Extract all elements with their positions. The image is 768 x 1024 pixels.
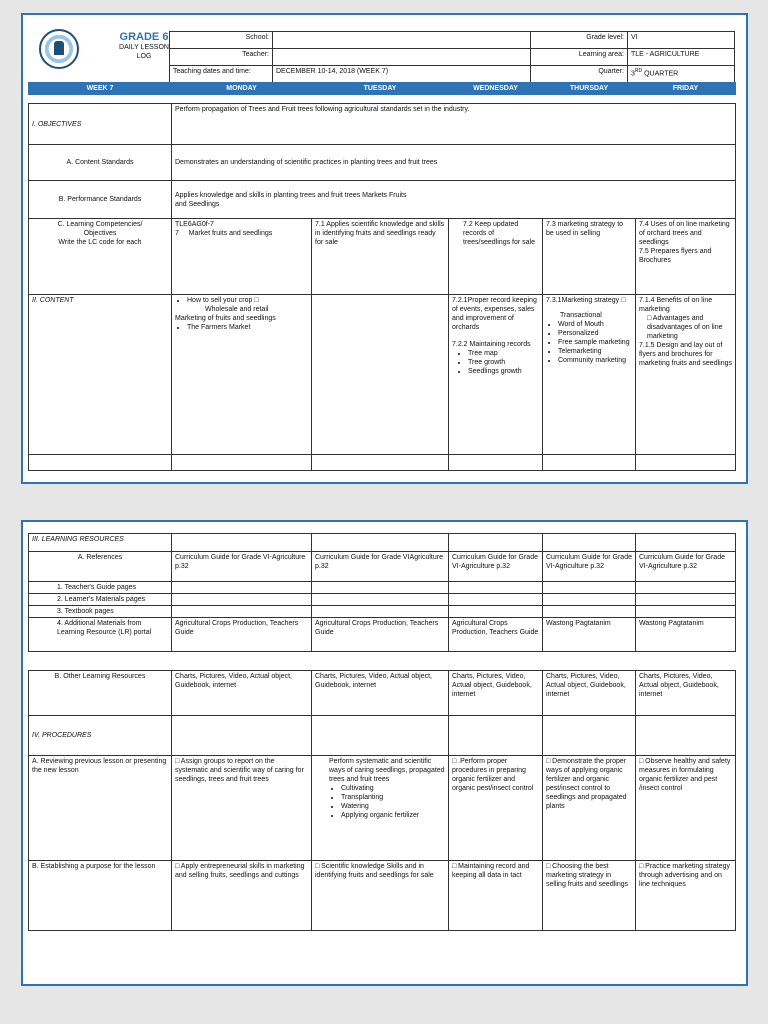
review-label: A. Reviewing previous lesson or presenting the new lesson [29, 756, 172, 861]
day-week: WEEK 7 [29, 83, 172, 95]
additional-label: 4. Additional Materials from Learning Resource (LR) portal [29, 618, 172, 652]
day-tuesday: TUESDAY [312, 83, 449, 95]
add-friday: Wastong Pagtatanim [636, 618, 736, 652]
ref-thursday: Curriculum Guide for Grade VI-Agriculture p.32 [543, 552, 636, 582]
review-tuesday: Perform systematic and scientific ways of caring seedlings, propagated trees and fruit trees • Cultivating • Transplanting • Watering • Applying organic fertilizer [312, 756, 449, 861]
lc-thursday: 7.3 marketing strategy to be used in selling [543, 219, 636, 295]
empty-cell [29, 455, 172, 471]
resources-table [28, 533, 736, 652]
day-monday: MONDAY [172, 83, 312, 95]
purpose-thursday: □ Choosing the best marketing strategy in selling fruits and seedlings [543, 861, 636, 931]
ref-friday: Curriculum Guide for Grade VI-Agriculture p.32 [636, 552, 736, 582]
content-label: II. CONTENT [29, 295, 172, 455]
content-monday: • How to sell your crop □ Wholesale and retail Marketing of fruits and seedlings • The Farmers Market [172, 295, 312, 455]
content-thursday: 7.3.1Marketing strategy □ Transactional • Word of Mouth • Personalized • Free sample marketing • Telemarketing • Community marketing [543, 295, 636, 455]
dll-line-2: LOG [136, 53, 152, 60]
learning-area-value: TLE - AGRICULTURE [628, 49, 735, 66]
grade-title: GRADE 6 [119, 31, 169, 43]
content-tuesday [312, 295, 449, 455]
content-standards-label: A. Content Standards [29, 145, 172, 181]
review-thursday: □ Demonstrate the proper ways of applying organic fertilizer and organic pest/insect control to seedlings and propagated plants [543, 756, 636, 861]
ref-tuesday: Curriculum Guide for Grade VIAgriculture p.32 [312, 552, 449, 582]
header-table [169, 31, 735, 83]
day-header-table [28, 82, 736, 95]
day-wednesday: WEDNESDAY [449, 83, 543, 95]
purpose-monday: □ Apply entrepreneurial skills in marketing and selling fruits, seedlings and cuttings [172, 861, 312, 931]
day-thursday: THURSDAY [543, 83, 636, 95]
add-thursday: Wastong Pagtatanim [543, 618, 636, 652]
page-1 [21, 13, 748, 484]
purpose-tuesday: □ Scientific knowledge Skills and in identifying fruits and seedlings for sale [312, 861, 449, 931]
grade-level-label: Grade level: [531, 32, 628, 49]
purpose-label: B. Establishing a purpose for the lesson [29, 861, 172, 931]
references-label: A. References [29, 552, 172, 582]
lc-friday: 7.4 Uses of on line marketing of orchard trees and seedlings 7.5 Prepares flyers and Brochures [636, 219, 736, 295]
add-wednesday: Agricultural Crops Production, Teachers Guide [449, 618, 543, 652]
objectives-table [28, 103, 736, 471]
content-standards-text: Demonstrates an understanding of scientific practices in planting trees and fruit trees [172, 145, 736, 181]
procedures-label: IV. PROCEDURES [29, 716, 172, 756]
quarter-label: Quarter: [531, 66, 628, 83]
other-monday: Charts, Pictures, Video, Actual object, Guidebook, internet [172, 671, 312, 716]
other-friday: Charts, Pictures, Video, Actual object, Guidebook, internet [636, 671, 736, 716]
procedures-table [28, 670, 736, 931]
objectives-text: Perform propagation of Trees and Fruit trees following agricultural standards set in the industry. [172, 104, 736, 145]
other-wednesday: Charts, Pictures, Video, Actual object, Guidebook, internet [449, 671, 543, 716]
other-thursday: Charts, Pictures, Video, Actual object, Guidebook, internet [543, 671, 636, 716]
review-wednesday: □ .Perform proper procedures in preparing organic fertilizer and organic pest/insect control [449, 756, 543, 861]
lc-monday: TLE6AG0f-7 7 Market fruits and seedlings [172, 219, 312, 295]
dates-value: DECEMBER 10-14, 2018 (WEEK 7) [273, 66, 531, 83]
ref-wednesday: Curriculum Guide for Grade VI-Agriculture p.32 [449, 552, 543, 582]
lc-label: C. Learning Competencies/ Objectives Write the LC code for each [29, 219, 172, 295]
dll-line-1: DAILY LESSON [119, 44, 169, 51]
lc-wednesday: 7.2 Keep updated records of trees/seedlings for sale [449, 219, 543, 295]
teacher-label: Teacher: [170, 49, 273, 66]
dates-label: Teaching dates and time: [170, 66, 273, 83]
school-label: School: [170, 32, 273, 49]
objectives-label: I. OBJECTIVES [29, 104, 172, 145]
teacher-value [273, 49, 531, 66]
purpose-friday: □ Practice marketing strategy through advertising and on line techniques [636, 861, 736, 931]
resources-label: III. LEARNING RESOURCES [29, 534, 172, 552]
add-monday: Agricultural Crops Production, Teachers Guide [172, 618, 312, 652]
tb-label: 3. Textbook pages [29, 606, 172, 618]
quarter-value: 3RD QUARTER [628, 66, 735, 83]
content-friday: 7.1.4 Benefits of on line marketing □ Advantages and disadvantages of on line marketing 7.1.5 Design and lay out of flyers and brochures for marketing fruits and seedlings [636, 295, 736, 455]
ref-monday: Curriculum Guide for Grade VI-Agriculture p.32 [172, 552, 312, 582]
grade-level-value: VI [628, 32, 735, 49]
school-value [273, 32, 531, 49]
review-friday: □ Observe healthy and safety measures in formulating organic fertilizer and pest /insect control [636, 756, 736, 861]
deped-seal-icon [39, 29, 79, 69]
lm-label: 2. Learner's Materials pages [29, 594, 172, 606]
page-2 [21, 520, 748, 986]
add-tuesday: Agricultural Crops Production, Teachers Guide [312, 618, 449, 652]
other-resources-label: B. Other Learning Resources [29, 671, 172, 716]
day-friday: FRIDAY [636, 83, 736, 95]
tg-label: 1. Teacher's Guide pages [29, 582, 172, 594]
content-wednesday: 7.2.1Proper record keeping of events, expenses, sales and improvement of orchards 7.2.2 Maintaining records • Tree map • Tree growth • Seedlings growth [449, 295, 543, 455]
other-tuesday: Charts, Pictures, Video, Actual object, Guidebook, internet [312, 671, 449, 716]
learning-area-label: Learning area: [531, 49, 628, 66]
review-monday: □ Assign groups to report on the systematic and scientific way of caring for seedlings, trees and fruit trees [172, 756, 312, 861]
performance-standards-text: Applies knowledge and skills in planting trees and fruit trees Markets Fruits and Seedlings [172, 181, 736, 219]
performance-standards-label: B. Performance Standards [29, 181, 172, 219]
purpose-wednesday: □ Maintaining record and keeping all data in tact [449, 861, 543, 931]
lc-tuesday: 7.1 Applies scientific knowledge and skills in identifying fruits and seedlings ready for sale [312, 219, 449, 295]
